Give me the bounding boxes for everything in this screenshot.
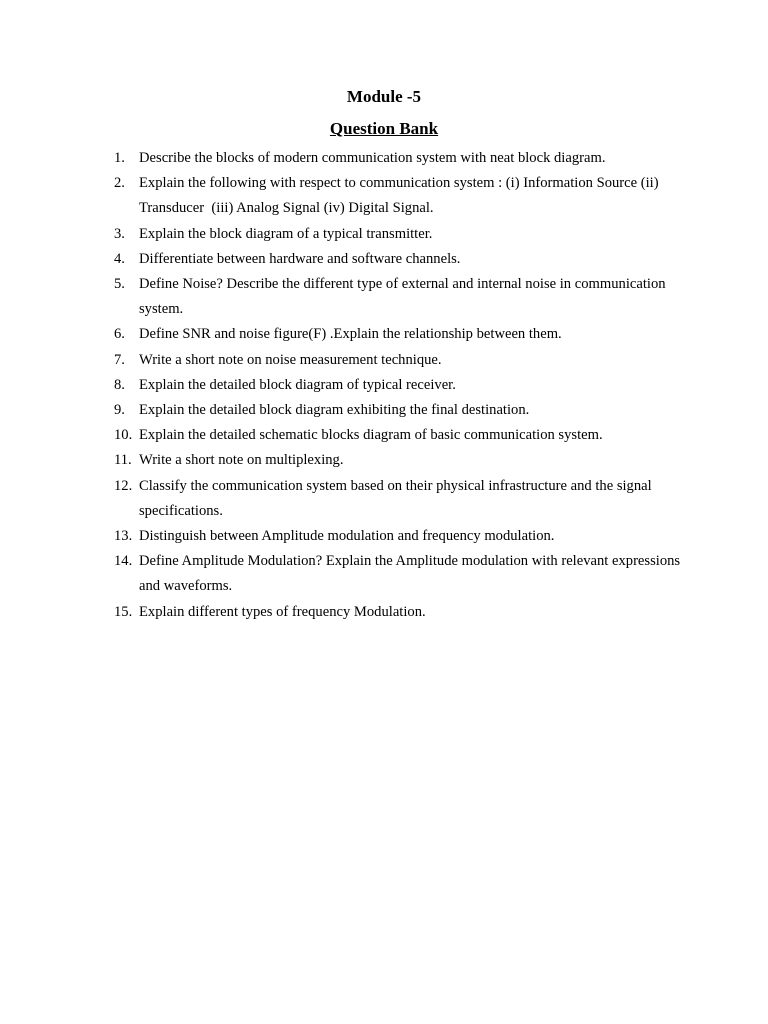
question-text: Explain the block diagram of a typical transmitter. <box>139 225 433 242</box>
question-item <box>114 524 694 549</box>
question-item <box>114 348 694 373</box>
question-number: 2. <box>114 175 125 192</box>
question-item <box>114 600 694 625</box>
question-text: Distinguish between Amplitude modulation and frequency modulation. <box>139 528 555 545</box>
question-number: 12. <box>114 477 133 494</box>
question-item <box>114 448 694 473</box>
question-item <box>114 272 694 322</box>
question-item <box>114 373 694 398</box>
question-number: 4. <box>114 250 125 267</box>
question-item <box>114 146 694 171</box>
page-subtitle: Question Bank <box>329 119 439 138</box>
question-text: Write a short note on multiplexing. <box>139 452 344 469</box>
question-text: Explain the following with respect to communication system : (i) Information Source (ii) Transducer (iii) Analog Signal (iv) Digital Signal. <box>139 175 662 217</box>
question-text: Differentiate between hardware and software channels. <box>139 250 461 267</box>
question-item <box>114 222 694 247</box>
question-text: Classify the communication system based on their physical infrastructure and the signal specifications. <box>139 477 656 519</box>
question-text: Explain different types of frequency Modulation. <box>139 603 426 620</box>
question-item <box>114 322 694 347</box>
question-number: 3. <box>114 225 125 242</box>
question-list <box>114 146 694 625</box>
question-item <box>114 549 694 599</box>
question-text: Write a short note on noise measurement technique. <box>139 351 442 368</box>
question-number: 15. <box>114 603 133 620</box>
question-text: Explain the detailed block diagram exhibiting the final destination. <box>139 402 530 419</box>
question-number: 9. <box>114 402 125 419</box>
page-title: Module -5 <box>346 87 422 106</box>
question-number: 14. <box>114 553 133 570</box>
question-text: Define Amplitude Modulation? Explain the Amplitude modulation with relevant expressions and waveforms. <box>139 553 684 595</box>
question-number: 10. <box>114 427 133 444</box>
question-text: Define SNR and noise figure(F) .Explain the relationship between them. <box>139 326 562 343</box>
question-number: 6. <box>114 326 125 343</box>
question-text: Explain the detailed block diagram of typical receiver. <box>139 376 456 393</box>
question-number: 11. <box>114 452 132 469</box>
question-number: 5. <box>114 276 125 293</box>
question-text: Explain the detailed schematic blocks diagram of basic communication system. <box>139 427 603 444</box>
question-number: 13. <box>114 528 133 545</box>
question-text: Define Noise? Describe the different type of external and internal noise in communication system. <box>139 276 670 318</box>
question-number: 7. <box>114 351 125 368</box>
question-number: 8. <box>114 376 125 393</box>
question-item <box>114 171 694 221</box>
question-item <box>114 474 694 524</box>
question-text: Describe the blocks of modern communication system with neat block diagram. <box>139 150 606 166</box>
question-number: 1. <box>114 150 125 166</box>
question-item <box>114 423 694 448</box>
question-item <box>114 247 694 272</box>
question-item <box>114 398 694 423</box>
